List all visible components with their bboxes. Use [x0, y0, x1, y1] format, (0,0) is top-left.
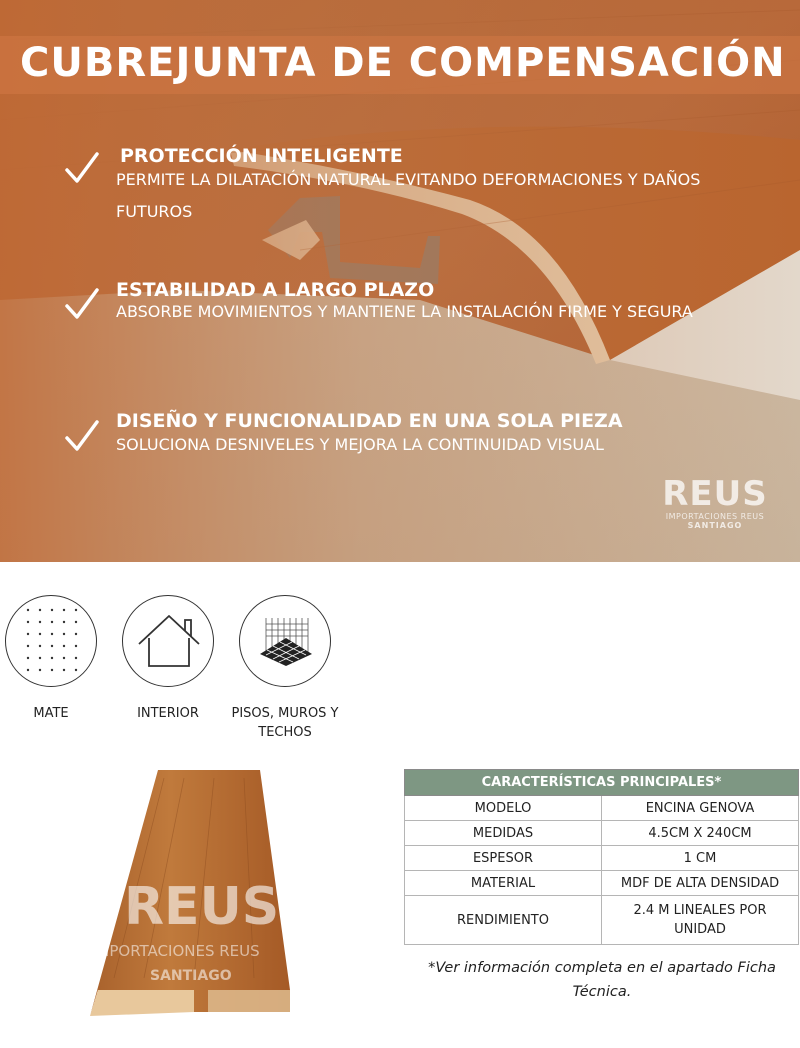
house-icon — [123, 596, 215, 688]
spec-value: 2.4 M LINEALES POR UNIDAD — [602, 896, 799, 945]
page-title: CUBREJUNTA DE COMPENSACIÓN — [20, 40, 786, 86]
reus-logo — [655, 476, 775, 530]
specs-table — [404, 769, 799, 945]
spec-value: 1 CM — [602, 846, 799, 871]
table-row — [405, 896, 799, 945]
table-row — [405, 846, 799, 871]
usage-label: INTERIOR — [137, 706, 199, 721]
spec-value: ENCINA GENOVA — [602, 796, 799, 821]
check-icon — [64, 418, 100, 454]
check-icon — [64, 286, 100, 322]
logo-name: REUS — [662, 474, 768, 514]
feature-description: ABSORBE MOVIMIENTOS Y MANTIENE LA INSTALACIÓN FIRME Y SEGURA — [116, 302, 693, 321]
feature-title: ESTABILIDAD A LARGO PLAZO — [116, 279, 435, 301]
product-image — [84, 768, 294, 1020]
usage-label: PISOS, MUROS Y TECHOS — [231, 706, 339, 740]
spec-value: MDF DE ALTA DENSIDAD — [602, 871, 799, 896]
logo-line1: IMPORTACIONES REUS — [665, 512, 765, 521]
surfaces-badge — [239, 595, 331, 687]
technical-sheet-note: *Ver información completa en el apartado Ficha Técnica. — [428, 960, 776, 1000]
spec-key: ESPESOR — [405, 846, 602, 871]
usage-label: MATE — [33, 706, 69, 721]
check-icon — [64, 150, 100, 186]
watermark-logo-line2: SANTIAGO — [150, 968, 232, 984]
table-row — [405, 796, 799, 821]
logo-line2: SANTIAGO — [687, 521, 743, 530]
floor-wall-ceiling-icon — [240, 596, 332, 688]
dots-matte-icon — [6, 596, 98, 688]
spec-key: MEDIDAS — [405, 821, 602, 846]
matte-badge — [5, 595, 97, 687]
spec-key: MATERIAL — [405, 871, 602, 896]
feature-title: DISEÑO Y FUNCIONALIDAD EN UNA SOLA PIEZA — [116, 410, 623, 432]
watermark-logo-name: REUS — [124, 877, 280, 937]
feature-description: PERMITE LA DILATACIÓN NATURAL EVITANDO DEFORMACIONES Y DAÑOS FUTUROS — [116, 170, 701, 221]
watermark-logo-line1: IMPORTACIONES REUS — [92, 942, 260, 960]
feature-title: PROTECCIÓN INTELIGENTE — [120, 145, 403, 167]
interior-badge — [122, 595, 214, 687]
feature-description: SOLUCIONA DESNIVELES Y MEJORA LA CONTINUIDAD VISUAL — [116, 435, 604, 454]
spec-key: RENDIMIENTO — [405, 896, 602, 945]
specs-header: CARACTERÍSTICAS PRINCIPALES* — [405, 770, 799, 796]
table-row — [405, 821, 799, 846]
spec-key: MODELO — [405, 796, 602, 821]
table-row — [405, 871, 799, 896]
spec-value: 4.5CM X 240CM — [602, 821, 799, 846]
